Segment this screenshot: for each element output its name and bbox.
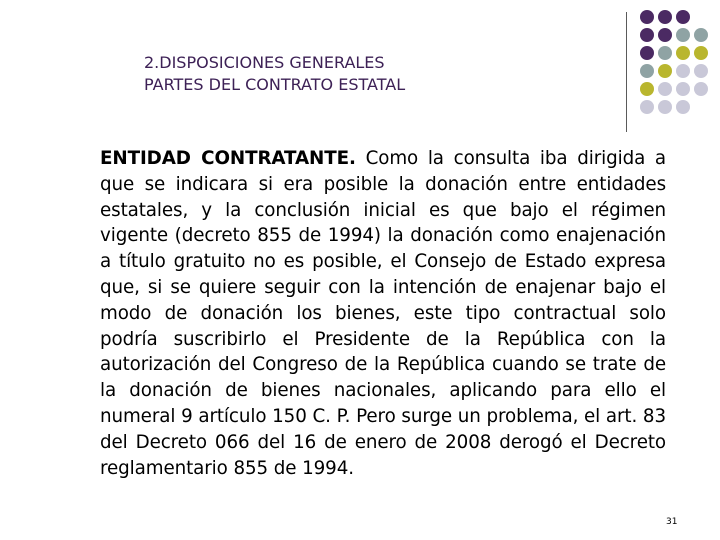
decorative-dot	[676, 10, 690, 24]
decorative-dot	[694, 46, 708, 60]
page-number: 31	[666, 517, 678, 527]
decorative-dot-grid	[0, 0, 720, 140]
body-paragraph	[100, 146, 666, 481]
decorative-dot	[676, 100, 690, 114]
decorative-dot	[694, 64, 708, 78]
title-line-1: 2.DISPOSICIONES GENERALES	[144, 53, 385, 72]
decorative-dot	[658, 10, 672, 24]
decorative-dot	[640, 46, 654, 60]
decorative-dot	[658, 46, 672, 60]
decorative-dot	[658, 82, 672, 96]
decorative-dot	[676, 28, 690, 42]
decorative-dot	[694, 28, 708, 42]
decorative-dot	[694, 82, 708, 96]
decorative-dot	[658, 28, 672, 42]
decorative-dot	[640, 28, 654, 42]
decorative-dot	[640, 100, 654, 114]
decorative-dot	[640, 64, 654, 78]
body-text: Como la consulta iba dirigida a que se indicara si era posible la donación entre entidades estatales, y la conclusión inicial es que bajo el régimen vigente (decreto 855 de 1994) la donación como enajenación a título gratuito no es posible, el Consejo de Estado expresa que, si se quiere seguir con la intención de enajenar bajo el modo de donación los bienes, este tipo contractual solo podría suscribirlo el Presidente de la República con la autorización del Congreso de la República cuando se trate de la donación de bienes nacionales, aplicando para ello el numeral 9 artículo 150 C. P. Pero surge un problema, el art. 83 del Decreto 066 del 16 de enero de 2008 derogó el Decreto reglamentario 855 de 1994.	[100, 148, 666, 479]
decorative-dot	[676, 46, 690, 60]
title-line-2: PARTES DEL CONTRATO ESTATAL	[144, 75, 406, 94]
decorative-dot	[658, 100, 672, 114]
lead-heading: ENTIDAD CONTRATANTE.	[100, 148, 356, 169]
decorative-dot	[640, 10, 654, 24]
decorative-dot	[676, 64, 690, 78]
decorative-dot	[676, 82, 690, 96]
decorative-dot	[640, 82, 654, 96]
decorative-dot	[658, 64, 672, 78]
